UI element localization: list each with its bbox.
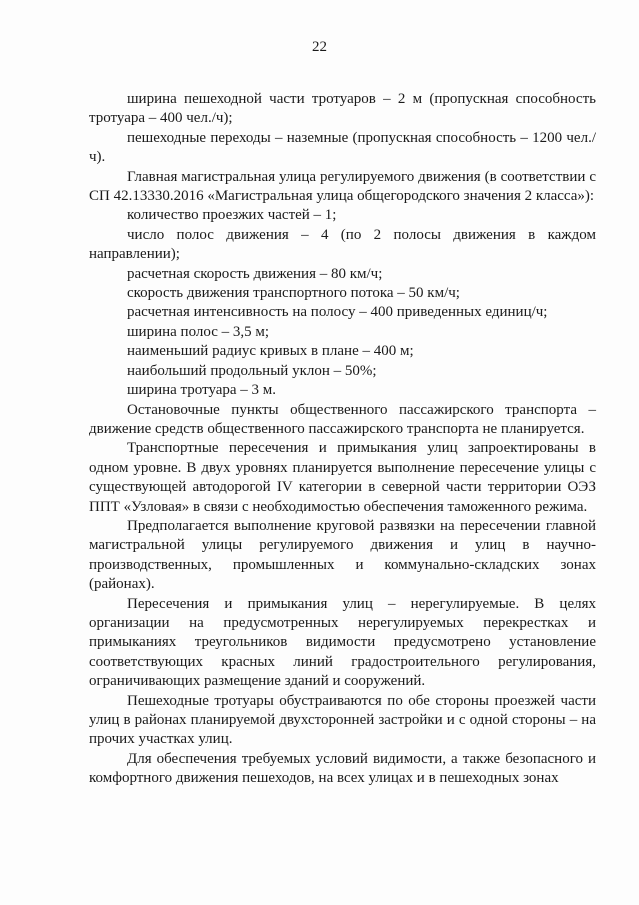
- paragraph-pedestrian-sidewalks: Пешеходные тротуары обустраиваются по обе стороны проезжей части улиц в районах планируемой двухсторонней застройки и с одной стороны – на прочих участках улиц.: [89, 692, 596, 748]
- body-text: [89, 90, 596, 789]
- paragraph-lanes-count: число полос движения – 4 (по 2 полосы движения в каждом направлении);: [89, 226, 596, 263]
- paragraph-sidewalk-width-main: ширина тротуара – 3 м.: [127, 382, 277, 399]
- paragraph-main-street-heading: Главная магистральная улица регулируемого движения (в соответствии с СП 42.13330.2016 «Магистральная улица общегородского значения 2 класса»):: [89, 168, 596, 205]
- paragraph-unsignalized-intersections: Пересечения и примыкания улиц – нерегулируемые. В целях организации на предусмотренных нерегулируемых перекрестках и примыканиях треугольников видимости предусмотрено установление соответствующих красных линий градостроительного регулирования, ограничивающих размещение зданий и сооружений.: [89, 595, 596, 690]
- paragraph-lane-width: ширина полос – 3,5 м;: [127, 323, 270, 340]
- paragraph-longitudinal-slope: наибольший продольный уклон – 50%;: [127, 362, 377, 379]
- paragraph-pedestrian-crossings: пешеходные переходы – наземные (пропускная способность – 1200 чел./ч).: [89, 129, 596, 166]
- paragraph-roundabout: Предполагается выполнение круговой развязки на пересечении главной магистральной улицы регулируемого движения и улиц в научно-производственных, промышленных и коммунально-складских зонах (районах).: [89, 517, 596, 593]
- paragraph-intersections-levels: Транспортные пересечения и примыкания улиц запроектированы в одном уровне. В двух уровнях планируется выполнение пересечение улицы с существующей автодорогой IV категории в северной части территории ОЭЗ ППТ «Узловая» в связи с необходимостью обеспечения таможенного режима.: [89, 440, 596, 515]
- paragraph-curve-radius: наименьший радиус кривых в плане – 400 м;: [127, 343, 414, 360]
- paragraph-design-speed: расчетная скорость движения – 80 км/ч;: [127, 265, 383, 282]
- paragraph-lane-intensity: расчетная интенсивность на полосу – 400 приведенных единиц/ч;: [127, 304, 548, 321]
- paragraph-carriageways-count: количество проезжих частей – 1;: [127, 207, 337, 224]
- paragraph-traffic-speed: скорость движения транспортного потока – 50 км/ч;: [127, 285, 460, 302]
- page-number: 22: [312, 39, 327, 55]
- paragraph-transit-stops: Остановочные пункты общественного пассажирского транспорта – движение средств общественного пассажирского транспорта не планируется.: [89, 401, 596, 437]
- paragraph-visibility-conditions: Для обеспечения требуемых условий видимости, а также безопасного и комфортного движения пешеходов, на всех улицах и в пешеходных зонах: [89, 750, 596, 787]
- paragraph-sidewalk-width: ширина пешеходной части тротуаров – 2 м (пропускная способность тротуара – 400 чел./ч);: [89, 91, 596, 127]
